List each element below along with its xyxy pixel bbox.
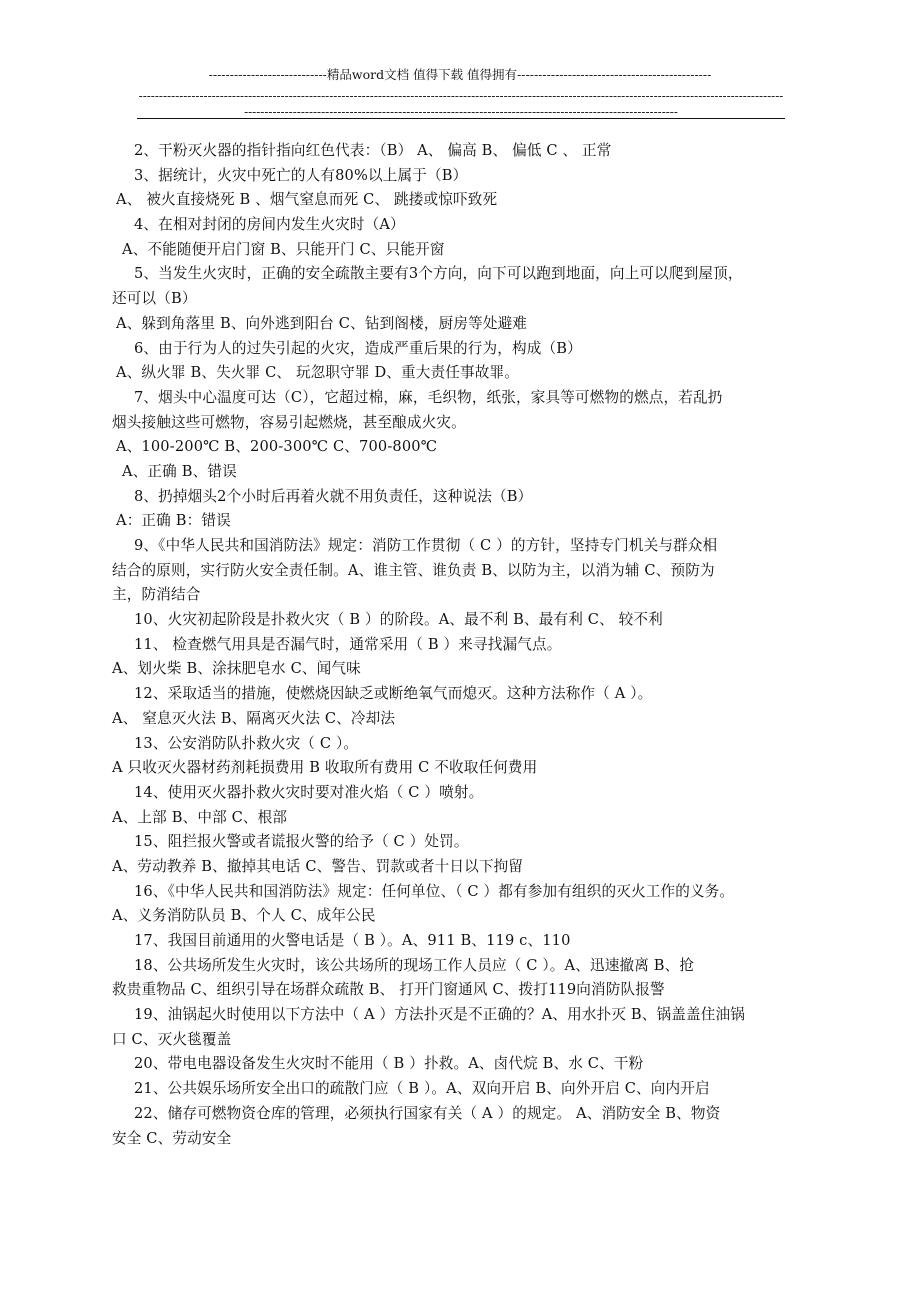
text-line: 4、在相对封闭的房间内发生火灾时（A） (134, 216, 405, 234)
text-line: 烟头接触这些可燃物，容易引起燃烧，甚至酿成火灾。 (112, 413, 466, 431)
text-line: A：正确 B：错误 (116, 512, 231, 530)
text-line: 22、储存可燃物资仓库的管理，必须执行国家有关（ A ）的规定。 A、消防安全 B、物资 (134, 1104, 721, 1122)
text-line: 结合的原则，实行防火安全责任制。A、谁主管、谁负责 B、以防为主，以消为辅 C、预防为 (112, 561, 715, 579)
text-line: 14、使用灭火器扑救火灾时要对准火焰（ C ）喷射。 (134, 783, 484, 801)
text-line: 3、据统计，火灾中死亡的人有80%以上属于（B） (134, 166, 468, 184)
text-line: 2、干粉灭火器的指针指向红色代表：（B） A、 偏高 B、 偏低 C 、 正常 (134, 142, 612, 159)
text-line: 19、油锅起火时使用以下方法中（ A ）方法扑灭是不正确的？A、用水扑灭 B、锅盖盖住油锅 (134, 1006, 746, 1024)
text-line: 口 C、灭火毯覆盖 (112, 1030, 232, 1048)
text-line: A、义务消防队员 B、个人 C、成年公民 (112, 907, 376, 925)
header-dash-line: -------------------------------------------------------------------------------------------------------------------------------------------------------------------------------------------------------------------------------------------------------------------------- (138, 89, 784, 119)
text-line: 6、由于行为人的过失引起的火灾，造成严重后果的行为，构成（B） (134, 339, 582, 357)
text-line: 20、带电电器设备发生火灾时不能用（ B ）扑救。A、卤代烷 B、水 C、干粉 (134, 1055, 644, 1073)
text-line: 7、烟头中心温度可达（C），它超过棉，麻，毛织物，纸张，家具等可燃物的燃点，若乱扔 (134, 388, 723, 406)
text-line: 主，防消结合 (112, 586, 201, 604)
text-line: 13、公安消防队扑救火灾（ C ）。 (134, 734, 359, 752)
document-body (112, 139, 802, 1151)
text-line: 18、公共场所发生火灾时，该公共场所的现场工作人员应（ C ）。A、迅速撤离 B、抢 (134, 956, 695, 974)
text-line: A 只收灭火器材药剂耗损费用 B 收取所有费用 C 不收取任何费用 (112, 759, 538, 777)
text-line: A、划火柴 B、涂抹肥皂水 C、闻气味 (112, 660, 361, 678)
text-line: 8、扔掉烟头2个小时后再着火就不用负责任，这种说法（B） (134, 487, 533, 505)
text-line: A、正确 B、错误 (122, 462, 237, 480)
text-line: A、100-200℃ B、200-300℃ C、700-800℃ (116, 438, 438, 456)
text-line: A、 窒息灭火法 B、隔离灭火法 C、冷却法 (112, 709, 396, 727)
text-line: 5、当发生火灾时，正确的安全疏散主要有3个方向，向下可以跑到地面，向上可以爬到屋顶， (134, 265, 743, 283)
text-line: A、纵火罪 B、失火罪 C、 玩忽职守罪 D、重大责任事故罪。 (116, 364, 519, 382)
page-header (0, 66, 920, 83)
text-line: 11、 检查燃气用具是否漏气时，通常采用（ B ）来寻找漏气点。 (134, 635, 562, 653)
text-line: 安全 C、劳动安全 (112, 1129, 232, 1147)
text-line: 救贵重物品 C、组织引导在场群众疏散 B、 打开门窗通风 C、拨打119向消防队报警 (112, 981, 665, 999)
text-line: A、劳动教养 B、撤掉其电话 C、警告、罚款或者十日以下拘留 (112, 857, 524, 875)
text-line: A、 被火直接烧死 B 、烟气窒息而死 C、 跳搂或惊吓致死 (116, 191, 498, 209)
text-line: 16、《中华人民共和国消防法》规定：任何单位、（ C ）都有参加有组织的灭火工作的义务。 (134, 882, 735, 900)
text-line: 17、我国目前通用的火警电话是（ B ）。A、911 B、119 c、110 (134, 932, 571, 949)
text-line: 15、阻拦报火警或者谎报火警的给予（ C ）处罚。 (134, 833, 469, 851)
header-rule (137, 118, 785, 119)
text-line: 10、火灾初起阶段是扑救火灾（ B ）的阶段。A、最不利 B、最有利 C、 较不利 (134, 611, 663, 629)
header-banner: ----------------------------精品word文档 值得下载 值得拥有---------------------------------------------- (208, 67, 712, 82)
text-line: A、不能随便开启门窗 B、只能开门 C、只能开窗 (122, 240, 445, 258)
text-line: A、上部 B、中部 C、根部 (112, 808, 288, 826)
text-line: 还可以（B） (112, 290, 197, 308)
text-line: 12、采取适当的措施，使燃烧因缺乏或断绝氧气而熄灭。这种方法称作（ A ）。 (134, 685, 653, 703)
text-line: A、躲到角落里 B、向外逃到阳台 C、钻到阁楼，厨房等处避难 (116, 314, 528, 332)
text-line: 9、《中华人民共和国消防法》规定：消防工作贯彻（ C ）的方针，坚持专门机关与群众相 (134, 537, 718, 554)
text-line: 21、公共娱乐场所安全出口的疏散门应（ B ）。A、双向开启 B、向外开启 C、向内开启 (134, 1080, 710, 1098)
